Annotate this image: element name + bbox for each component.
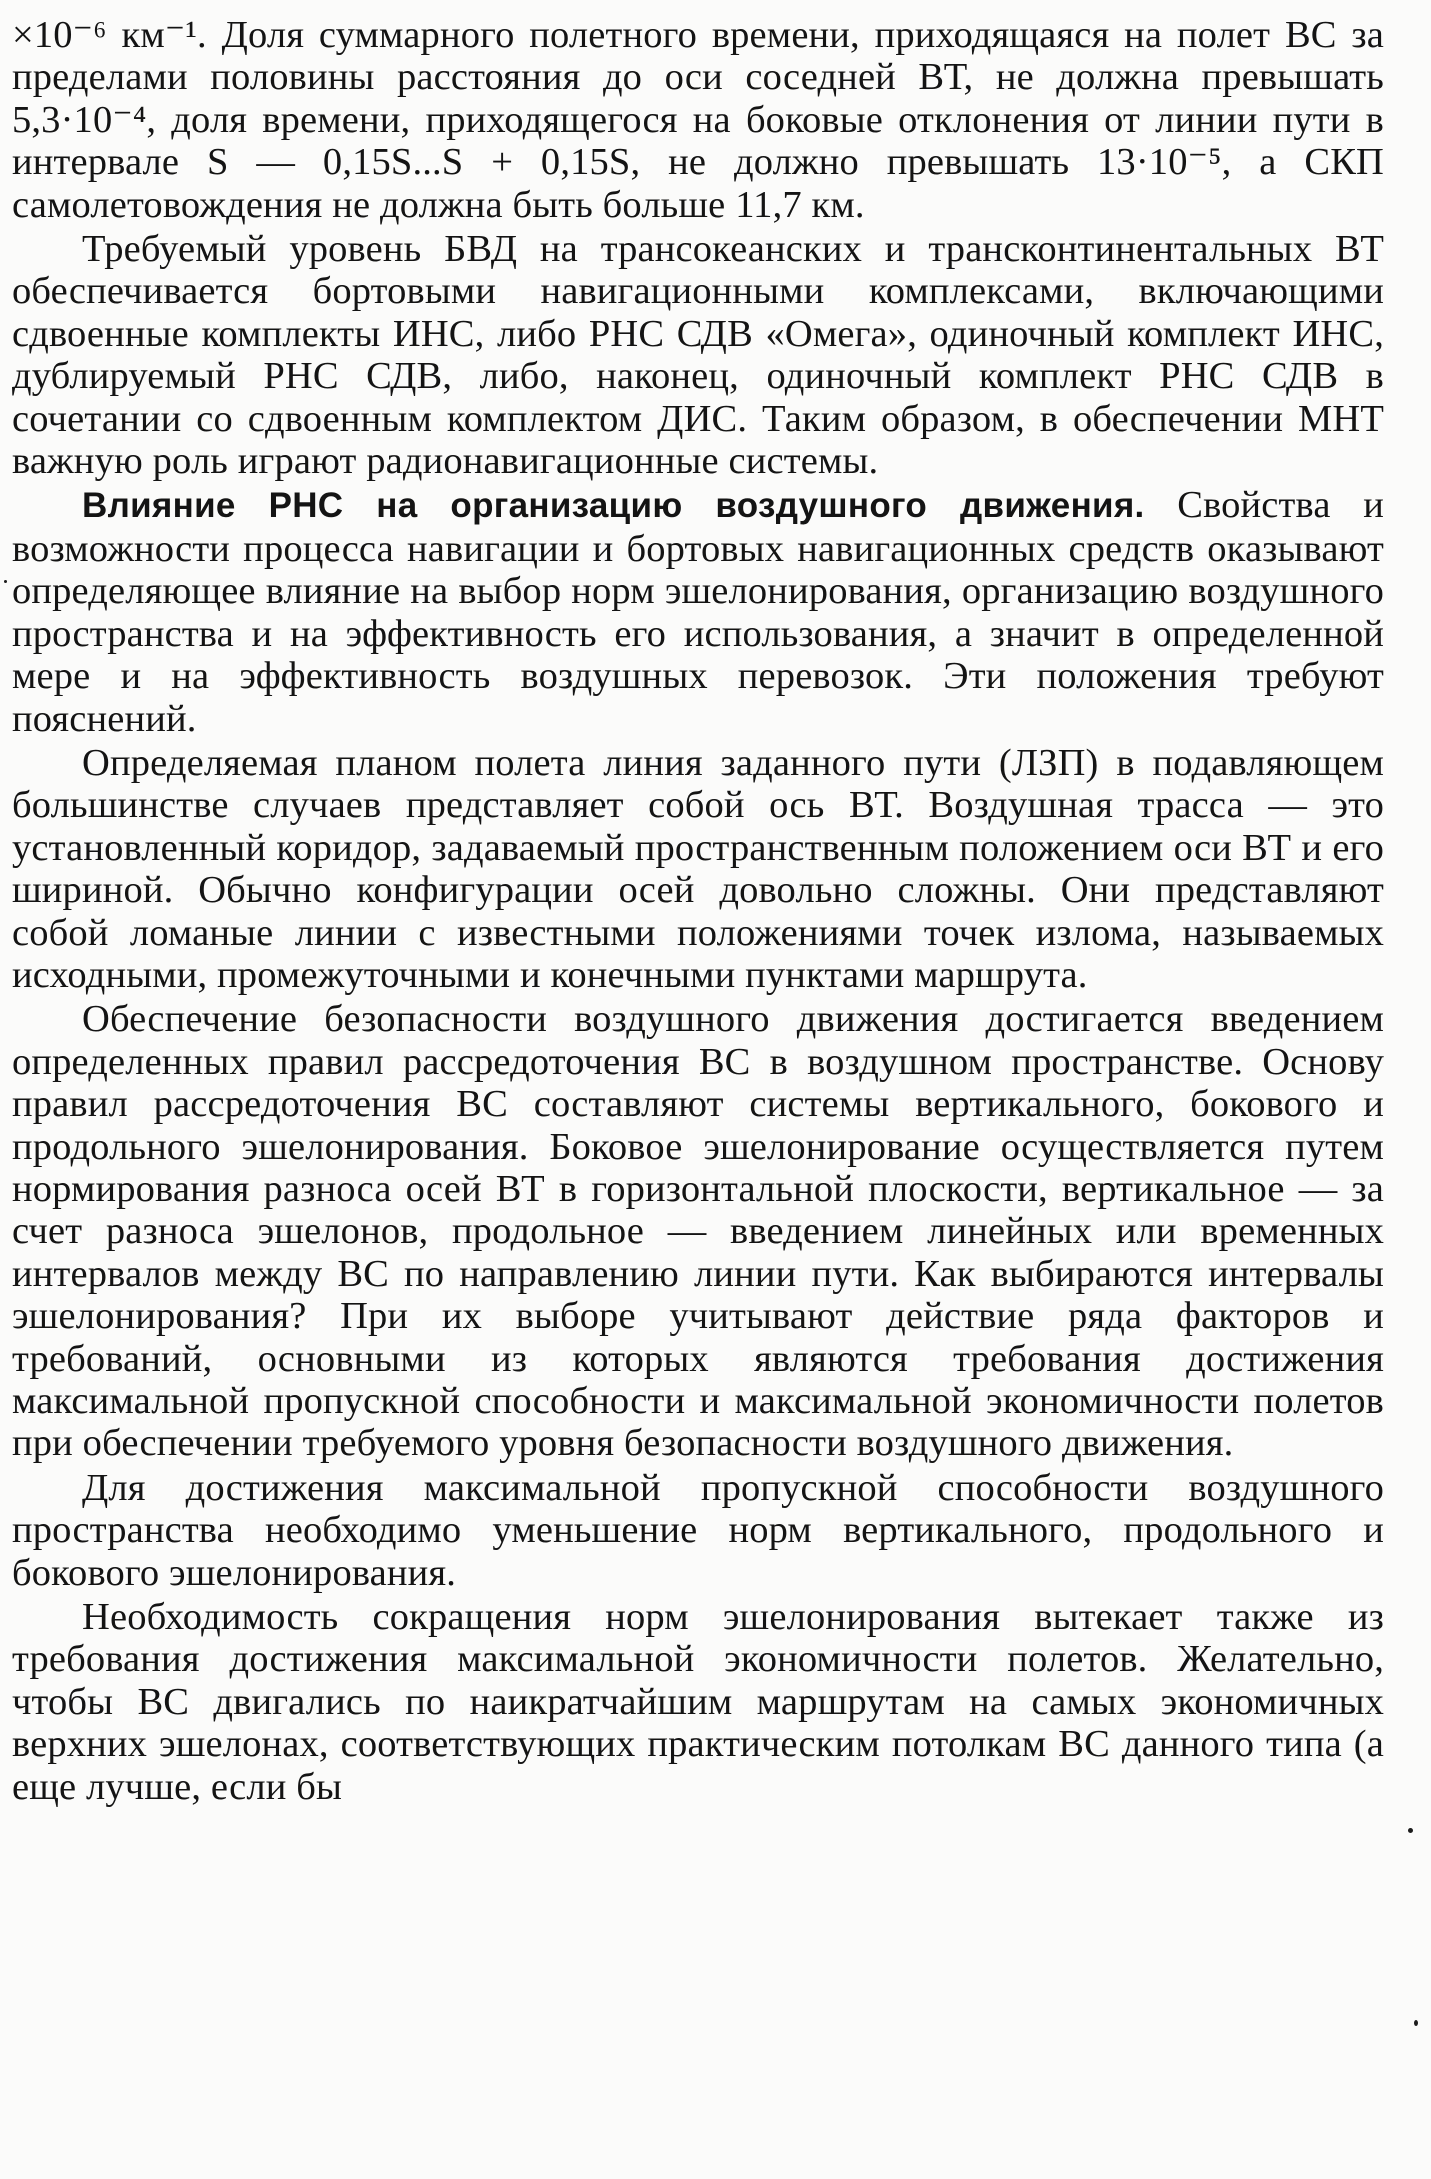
paragraph-separation-rules (12, 998, 1384, 1464)
section-heading: Влияние РНС на организацию воздушного движения. (82, 486, 1145, 526)
scan-speck (1408, 1828, 1413, 1833)
paragraph-text: Свойства и возможности процесса навигации и бортовых навигационных средств оказывают определяющее влияние на выбор норм эшелонирования, организацию воздушного пространства и на эффективность его использования, а значит в определенной мере и на эффективность воздушных перевозок. Эти положения требуют пояснений. (12, 484, 1384, 740)
paragraph-text: ×10⁻⁶ км⁻¹. Доля суммарного полетного времени, приходящаяся на полет ВС за пределами половины расстояния до оси соседней ВТ, не должна превышать 5,3·10⁻⁴, доля времени, приходящегося на боковые отклонения от линии пути в интервале S — 0,15S...S + 0,15S, не должно превышать 13·10⁻⁵, а СКП самолетовождения не должна быть больше 11,7 км. (12, 14, 1384, 226)
paragraph-text: Определяемая планом полета линия заданного пути (ЛЗП) в подавляющем большинстве случаев представляет собой ось ВТ. Воздушная трасса — это установленный коридор, задаваемый пространственным положением оси ВТ и его шириной. Обычно конфигурации осей довольно сложны. Они представляют собой ломаные линии с известными положениями точек излома, называемых исходными, промежуточными и конечными пунктами маршрута. (12, 741, 1384, 996)
paragraph-rns-influence (12, 484, 1384, 739)
paragraph-text: Необходимость сокращения норм эшелонирования вытекает также из требования достижения максимальной экономичности полетов. Желательно, чтобы ВС двигались по наикратчайшим маршрутам на самых экономичных верхних эшелонах, соответствующих практическим потолкам ВС данного типа (а еще лучше, если бы (12, 1596, 1384, 1808)
paragraph-capacity (12, 1467, 1384, 1594)
scan-speck (4, 580, 7, 583)
paragraph-continuation (12, 14, 1384, 226)
scan-speck (1414, 2020, 1418, 2026)
paragraph-text: Для достижения максимальной пропускной способности воздушного пространства необходимо уменьшение норм вертикального, продольного и бокового эшелонирования. (12, 1466, 1384, 1594)
paragraph-onboard-complexes (12, 228, 1384, 482)
paragraph-economy (12, 1596, 1384, 1808)
paragraph-text: Требуемый уровень БВД на трансокеанских и трансконтинентальных ВТ обеспечивается бортовыми навигационными комплексами, включающими сдвоенные комплекты ИНС, либо РНС СДВ «Омега», одиночный комплект ИНС, дублируемый РНС СДВ, либо, наконец, одиночный комплект РНС СДВ в сочетании со сдвоенным комплектом ДИС. Таким образом, в обеспечении МНТ важную роль играют радионавигационные системы. (12, 228, 1384, 483)
page-text (12, 14, 1384, 1808)
paragraph-text: Обеспечение безопасности воздушного движения достигается введением определенных правил рассредоточения ВС в воздушном пространстве. Основу правил рассредоточения ВС составляют системы вертикального, бокового и продольного эшелонирования. Боковое эшелонирование осуществляется путем нормирования разноса осей ВТ в горизонтальной плоскости, вертикальное — за счет разноса эшелонов, продольное — введением линейных или временных интервалов между ВС по направлению линии пути. Как выбираются интервалы эшелонирования? При их выборе учитывают действие ряда факторов и требований, основными из которых являются требования достижения максимальной пропускной способности и максимальной экономичности полетов при обеспечении требуемого уровня безопасности воздушного движения. (12, 998, 1384, 1465)
paragraph-airway-definition (12, 742, 1384, 996)
